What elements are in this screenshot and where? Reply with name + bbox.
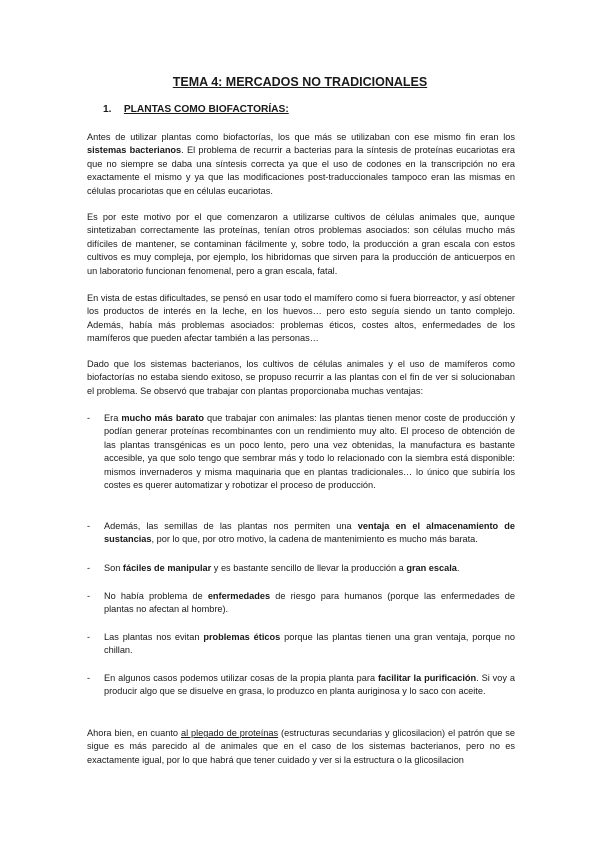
text-run: Son [104, 563, 123, 573]
bold-text: fáciles de manipular [122, 563, 212, 573]
text-run: porque las plantas tienen una gran ventaja, porque no chillan. [104, 632, 515, 656]
text-run: No había problema de [104, 591, 208, 601]
text-run: Las plantas nos evitan [104, 632, 204, 642]
section-label: PLANTAS COMO BIOFACTORÍAS: [123, 104, 289, 115]
bullet-dash: - [87, 673, 91, 683]
bold-text: sistemas bacterianos [87, 145, 182, 156]
text-run: Era [104, 413, 122, 423]
text-run: , por lo que, por otro motivo, la cadena de mantenimiento es mucho más barata. [151, 534, 478, 545]
bold-text: ventaja en el almacenamiento de sustancias [104, 521, 515, 545]
bold-text: enfermedades [207, 591, 271, 601]
bullet-dash: - [87, 632, 91, 642]
bold-text: problemas éticos [203, 632, 281, 642]
text-run: En algunos casos podemos utilizar cosas de la propia planta para [104, 673, 378, 683]
paragraph-protein-folding [87, 727, 515, 767]
text-run: Antes de utilizar plantas como biofactorías, los que más se utilizaban con ese mismo fin eran los [87, 132, 515, 142]
section-heading [103, 104, 289, 115]
list-item [87, 672, 515, 699]
paragraph-animal-cell-cultures: Es por este motivo por el que comenzaron a utilizarse cultivos de células animales que, aunque sintetizaban correctamente las proteínas, tenían otros problemas asociados: son células mucho más difíciles de mantener, se contaminan fácilmente y, sobre todo, la producción a gran escala con estos cultivos es muy compleja, por ejemplo, los hibridomas que sirven para la producción de anticuerpos en un laboratorio funcionan fenomenal, pero a gran escala, fatal. [87, 212, 515, 276]
text-run: Además, las semillas de las plantas nos permiten una [104, 521, 358, 531]
bullet-dash: - [87, 563, 91, 573]
text-run: . [456, 563, 460, 573]
list-item [87, 562, 515, 575]
paragraph-bacterial-systems [87, 131, 515, 198]
text-run: . El problema de recurrir a bacterias para la síntesis de proteínas eucariotas era que no siempre se daba una síntesis correcta ya que el uso de codones en la transcripción no era exactamente el mismo y ya que las modificaciones post-traduccionales tampoco eran las mismas en células procariotas que en células eucariotas. [87, 145, 515, 196]
bold-text: gran escala [406, 563, 457, 573]
list-item [87, 590, 515, 617]
bold-text: mucho más barato [121, 413, 204, 423]
underlined-text: al plegado de proteínas [180, 728, 279, 738]
text-run: que trabajar con animales: las plantas tienen menor coste de producción y podían generar proteínas recombinantes con un rendimiento muy alto. El proceso de obtención de las plantas transgénicas es un poco lento, pero una vez obtenidas, la manufactura es bastante accesible, ya que solo tengo que sembrar más y todo lo relacionado con la siembra está disponible: mismos invernaderos y misma maquinaria que en plantas tradicionales… lo único que subiría los costes es querer automatizar y robotizar el proceso de producción. [104, 413, 515, 491]
text-run: (estructuras secundarias y glicosilacion) el patrón que se sigue es más parecido al de animales que en el caso de los sistemas bacterianos, pero no es exactamente igual, por lo que habrá que tener cuidado y ver si la estructura o la glicosilacion [87, 728, 515, 765]
page-title: TEMA 4: MERCADOS NO TRADICIONALES [172, 75, 428, 89]
paragraph-plant-advantages-intro: Dado que los sistemas bacterianos, los cultivos de células animales y el uso de mamíferos como biofactorías no estaba siendo exitoso, se propuso recurrir a las plantas con el fin de ver si solucionaban el problema. Se observó que trabajar con plantas proporcionaba muchas ventajas: [87, 359, 515, 396]
list-item [87, 412, 515, 492]
bold-text: facilitar la purificación [377, 673, 477, 683]
section-number: 1. [103, 104, 112, 115]
list-item [87, 631, 515, 658]
bullet-dash: - [87, 413, 91, 423]
text-run: Ahora bien, en cuanto [87, 728, 181, 738]
text-run: . Si voy a producir algo que se disuelve en grasa, lo produzco en planta auriginosa y lo saco con aceite. [104, 673, 515, 697]
paragraph-mammal-bioreactor: En vista de estas dificultades, se pensó en usar todo el mamífero como si fuera biorreactor, y así obtener los productos de interés en la leche, en los huevos… pero esto seguía siendo un tanto complejo. Además, había más problemas asociados: problemas éticos, costes altos, enfermedades de los mamíferos que pueden afectar también a las personas… [87, 293, 515, 344]
text-run: y es bastante sencillo de llevar la producción a [211, 563, 407, 573]
bullet-dash: - [87, 591, 91, 601]
list-item [87, 520, 515, 547]
bullet-dash: - [87, 521, 91, 531]
text-run: de riesgo para humanos (porque las enfermedades de plantas no afectan al hombre). [104, 591, 516, 615]
